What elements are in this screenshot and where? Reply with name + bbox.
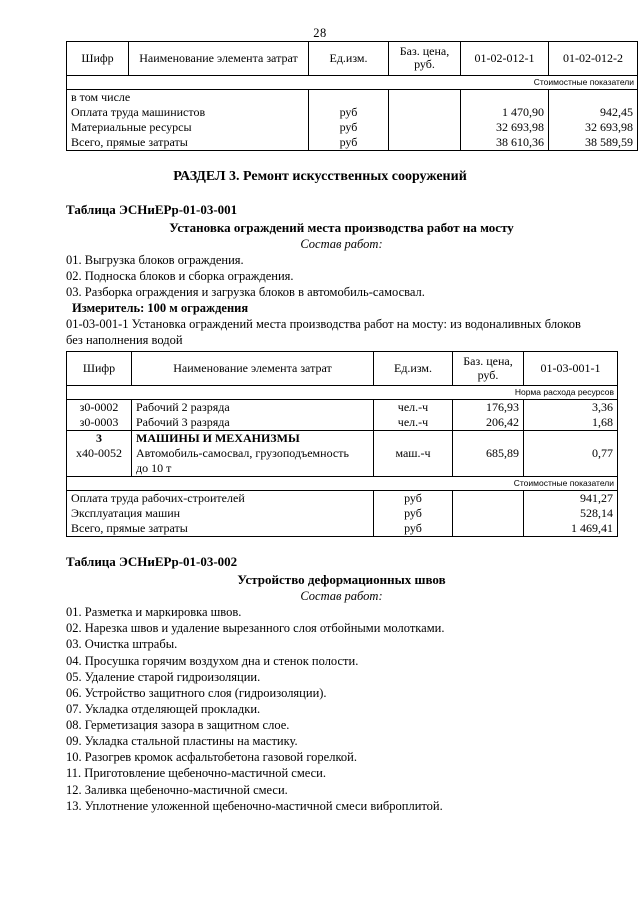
work-item: 03. Очистка штрабы. <box>66 637 178 652</box>
row-base: 206,42 <box>453 415 524 431</box>
table-header-row <box>67 42 638 76</box>
work-item: 09. Укладка стальной пластины на мастику. <box>66 734 298 749</box>
row-name: в том числе <box>67 89 309 105</box>
row-name: Материальные ресурсы <box>67 120 309 135</box>
row-value-1: 3,36 <box>524 400 618 416</box>
row-base <box>389 135 461 151</box>
work-item: 08. Герметизация зазора в защитном слое. <box>66 718 290 732</box>
header-base-price <box>389 42 461 76</box>
table-01-03-001 <box>66 351 618 537</box>
table-002-label: Таблица ЭСНиЕРр-01-03-002 <box>66 554 238 570</box>
table-row <box>67 89 638 105</box>
table-001-intro: 01-03-001-1 Установка ограждений места производства работ на мосту: из водоналивных блоков без наполнения водой <box>66 317 581 347</box>
row-name: Эксплуатация машин <box>67 506 374 521</box>
band-resource-norm-label: Норма расхода ресурсов <box>67 386 618 400</box>
row-value-2: 38 589,59 <box>549 135 638 151</box>
table-row <box>67 400 618 416</box>
header-base-price-line2: руб. <box>477 367 499 382</box>
header-code: Шифр <box>67 42 129 76</box>
table-002-sostav-label: Состав работ: <box>300 589 383 604</box>
work-item: 07. Укладка отделяющей прокладки. <box>66 701 261 716</box>
table-001-sostav-label: Состав работ: <box>300 236 383 251</box>
table-001-wrap <box>0 351 640 537</box>
work-item: 02. Подноска блоков и сборка ограждения. <box>66 269 294 283</box>
top-table-wrap <box>0 41 640 151</box>
work-item: 02. Нарезка швов и удаление вырезанного слоя отбойными молотками. <box>66 621 445 636</box>
work-item: 01. Выгрузка блоков ограждения. <box>66 252 244 267</box>
row-unit: чел.-ч <box>374 415 453 431</box>
machines-group-codes <box>67 431 132 477</box>
row-name: Оплата труда машинистов <box>67 105 309 120</box>
row-base <box>453 506 524 521</box>
row-code: з0-0003 <box>67 415 132 431</box>
row-unit: руб <box>309 135 389 151</box>
row-value-1 <box>461 89 549 105</box>
table-001-label: Таблица ЭСНиЕРр-01-03-001 <box>66 201 238 217</box>
row-unit: руб <box>309 120 389 135</box>
machines-item-value-1: 0,77 <box>524 431 618 477</box>
header-base-price-line1: Баз. цена, <box>399 44 450 58</box>
row-code: з0-0002 <box>67 400 132 416</box>
table-row <box>67 506 618 521</box>
table-001-title: Установка ограждений места производства работ на мосту <box>169 219 514 235</box>
header-base-price-line1: Баз. цена, <box>463 354 513 369</box>
machines-group-row <box>67 431 618 477</box>
work-item: 06. Устройство защитного слоя (гидроизоляции). <box>66 685 327 700</box>
table-row <box>67 491 618 507</box>
table-001-block <box>0 202 640 348</box>
machines-item-unit: маш.-ч <box>374 431 453 477</box>
row-unit: руб <box>374 491 453 507</box>
machines-group-names <box>132 431 374 477</box>
machines-item-code: х40-0052 <box>76 446 122 461</box>
machines-item-name-line1: Автомобиль-самосвал, грузоподъемность <box>136 446 349 461</box>
table-002-title: Устройство деформационных швов <box>237 572 446 588</box>
header-unit: Ед.изм. <box>309 42 389 76</box>
band-cost-indicators <box>67 75 638 89</box>
section-title: РАЗДЕЛ 3. Ремонт искусственных сооружений <box>173 168 467 184</box>
header-col-01-03-001-1: 01-03-001-1 <box>524 352 618 386</box>
table-row <box>67 521 618 537</box>
header-col-01-02-012-1: 01-02-012-1 <box>461 42 549 76</box>
row-value-1: 528,14 <box>524 506 618 521</box>
work-item: 13. Уплотнение уложенной щебеночно-мастичной смеси виброплитой. <box>66 798 443 813</box>
row-name: Оплата труда рабочих-строителей <box>67 491 374 507</box>
work-item: 04. Просушка горячим воздухом дна и стенок полости. <box>66 653 359 668</box>
row-value-1: 32 693,98 <box>461 120 549 135</box>
row-value-1: 941,27 <box>524 491 618 507</box>
row-unit: чел.-ч <box>374 400 453 416</box>
work-item: 01. Разметка и маркировка швов. <box>66 605 242 620</box>
table-002-block <box>0 554 640 814</box>
work-item: 03. Разборка ограждения и загрузка блоков в автомобиль-самосвал. <box>66 285 425 300</box>
row-base <box>389 105 461 120</box>
header-name: Наименование элемента затрат <box>132 352 374 386</box>
row-name: Рабочий 2 разряда <box>132 400 374 416</box>
band-cost-indicators <box>67 477 618 491</box>
work-item: 10. Разогрев кромок асфальтобетона газовой горелкой. <box>66 750 357 765</box>
row-value-2: 942,45 <box>549 105 638 120</box>
table-header-row <box>67 352 618 386</box>
row-name: Всего, прямые затраты <box>67 521 374 537</box>
header-code: Шифр <box>67 352 132 386</box>
work-item: 05. Удаление старой гидроизоляции. <box>66 669 261 684</box>
header-name: Наименование элемента затрат <box>129 42 309 76</box>
row-base <box>389 120 461 135</box>
table-row <box>67 415 618 431</box>
machines-group-title: МАШИНЫ И МЕХАНИЗМЫ <box>136 431 300 446</box>
machines-item-base: 685,89 <box>453 431 524 477</box>
work-item: 11. Приготовление щебеночно-мастичной смеси. <box>66 766 326 781</box>
row-unit: руб <box>374 521 453 537</box>
band-cost-indicators-label: Стоимостные показатели <box>67 477 618 491</box>
row-unit: руб <box>374 506 453 521</box>
row-name: Всего, прямые затраты <box>67 135 309 151</box>
header-unit: Ед.изм. <box>374 352 453 386</box>
page-number: 28 <box>313 26 327 40</box>
row-value-1: 38 610,36 <box>461 135 549 151</box>
row-unit: руб <box>309 105 389 120</box>
row-name: Рабочий 3 разряда <box>132 415 374 431</box>
band-resource-norm <box>67 386 618 400</box>
row-base <box>453 491 524 507</box>
row-value-2 <box>549 89 638 105</box>
work-item: 12. Заливка щебеночно-мастичной смеси. <box>66 782 288 797</box>
row-value-2: 32 693,98 <box>549 120 638 135</box>
band-cost-indicators-label: Стоимостные показатели <box>67 75 638 89</box>
row-base <box>453 521 524 537</box>
table-row <box>67 135 638 151</box>
row-value-1: 1 470,90 <box>461 105 549 120</box>
row-unit <box>309 89 389 105</box>
machines-item-name-line2: до 10 т <box>136 461 172 476</box>
table-row <box>67 105 638 120</box>
table-01-02-012 <box>66 41 638 151</box>
header-base-price <box>453 352 524 386</box>
table-row <box>67 120 638 135</box>
row-base: 176,93 <box>453 400 524 416</box>
header-base-price-line2: руб. <box>414 57 435 72</box>
row-base <box>389 89 461 105</box>
row-value-1: 1 469,41 <box>524 521 618 537</box>
table-001-izmeritel: Измеритель: 100 м ограждения <box>72 301 249 316</box>
machines-group-code: 3 <box>96 431 102 446</box>
header-col-01-02-012-2: 01-02-012-2 <box>549 42 638 76</box>
row-value-1: 1,68 <box>524 415 618 431</box>
